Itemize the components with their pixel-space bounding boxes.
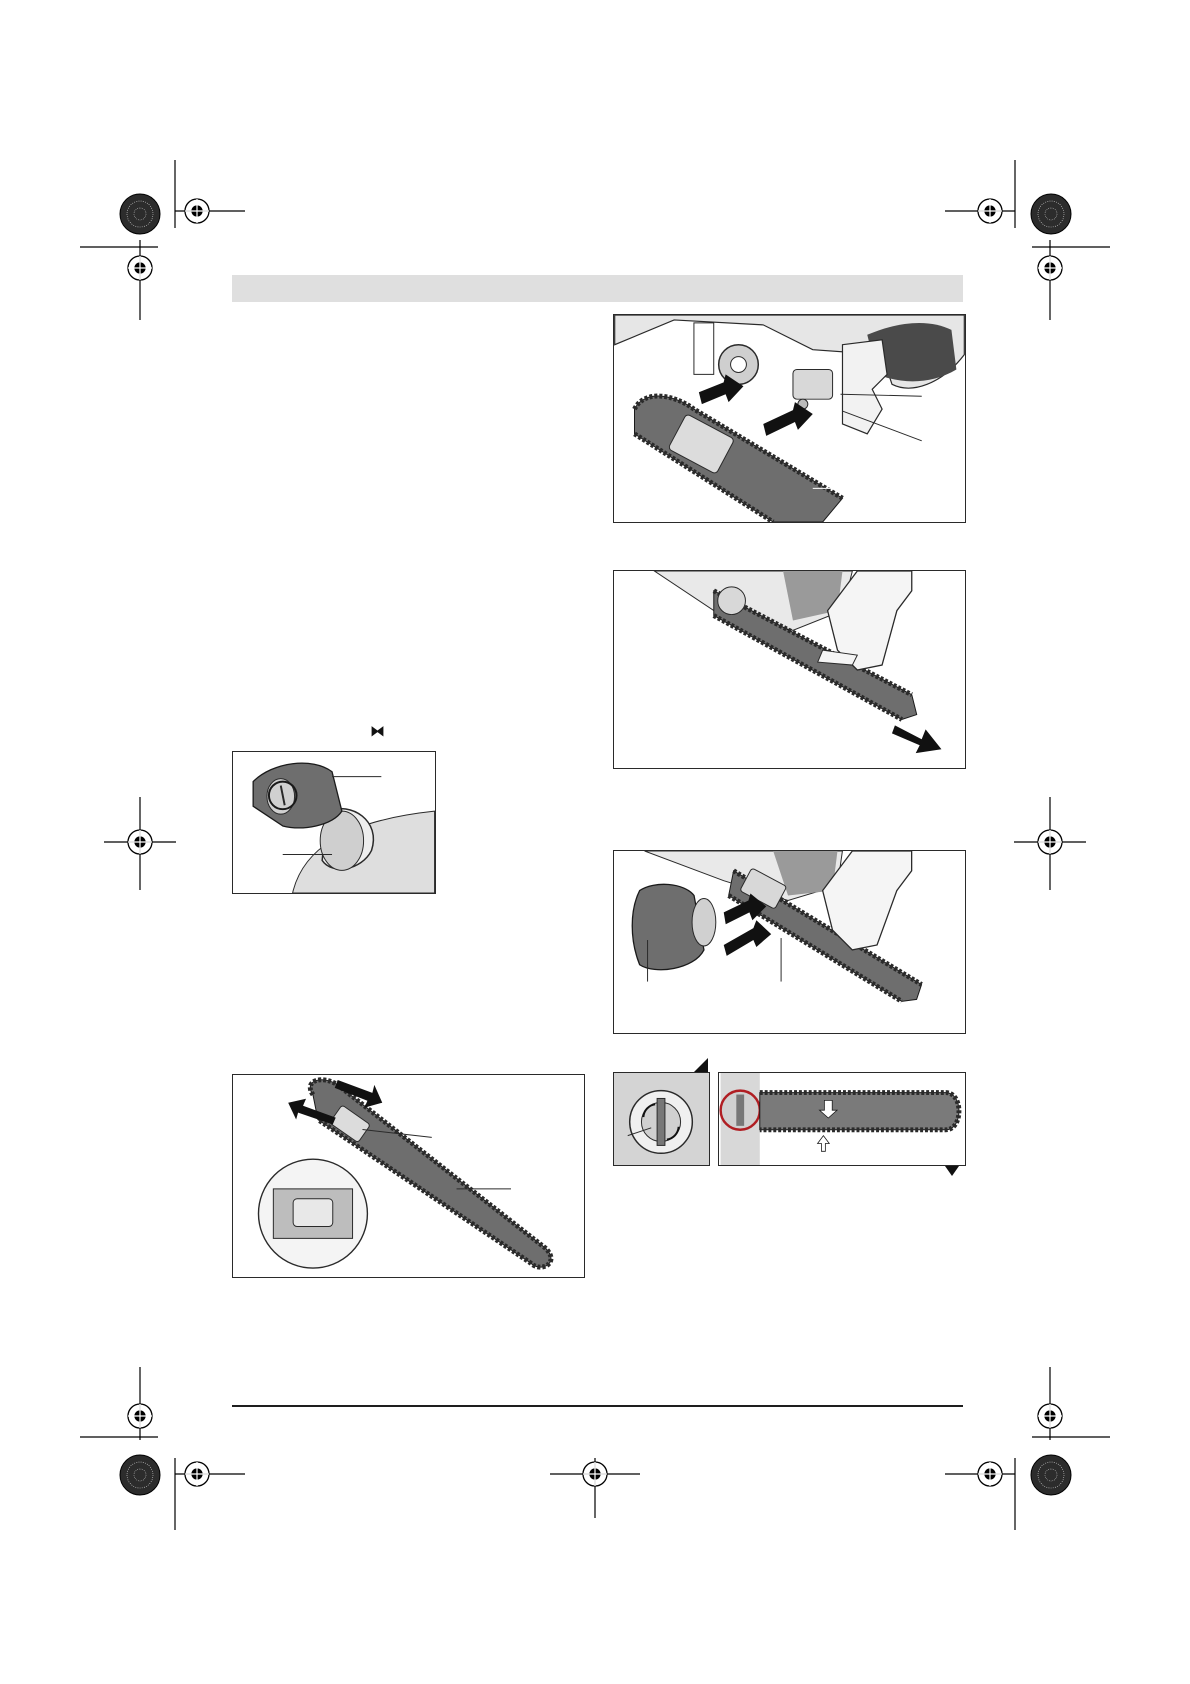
figure-chain-on-bar [232,1074,585,1278]
chain-bar-direction-icon [719,1073,965,1165]
bowtie-symbol-icon: ⧓ [370,723,385,740]
figure-chain-tension-pull [613,570,966,769]
registration-crosshair-icon [1038,256,1062,280]
figure-chain-on-bar-detail [718,1072,966,1166]
figure-tension-knob-direction [613,1072,710,1166]
registration-crosshair-icon [978,199,1002,223]
registration-crosshair-icon [128,830,152,854]
registration-crosshair-icon [185,1462,209,1486]
registration-crosshair-icon [128,256,152,280]
tension-knob-rotate-icon [614,1073,709,1165]
figure-cover-mounting [613,850,966,1034]
registration-crosshair-icon [185,199,209,223]
radial-target-icon [120,1455,160,1495]
chain-bar-sprocket-arrows-icon [614,315,965,522]
chain-cover-knob-icon [233,752,435,893]
radial-target-icon [1031,194,1071,234]
registration-crosshair-icon [583,1462,607,1486]
registration-crosshair-icon [1038,1404,1062,1428]
corner-triangle-icon [694,1058,708,1072]
hand-pull-chain-icon [614,571,965,768]
figure-chain-cover-detail [232,751,436,894]
registration-crosshair-icon [128,1404,152,1428]
radial-target-icon [120,194,160,234]
chain-cover-attach-icon [614,851,965,1033]
corner-triangle-icon [945,1166,959,1180]
radial-target-icon [1031,1455,1071,1495]
footer-rule [232,1405,963,1407]
chain-on-bar-magnified-icon [233,1075,584,1277]
figure-bar-chain-mounting [613,314,966,523]
registration-crosshair-icon [1038,830,1062,854]
registration-crosshair-icon [978,1462,1002,1486]
